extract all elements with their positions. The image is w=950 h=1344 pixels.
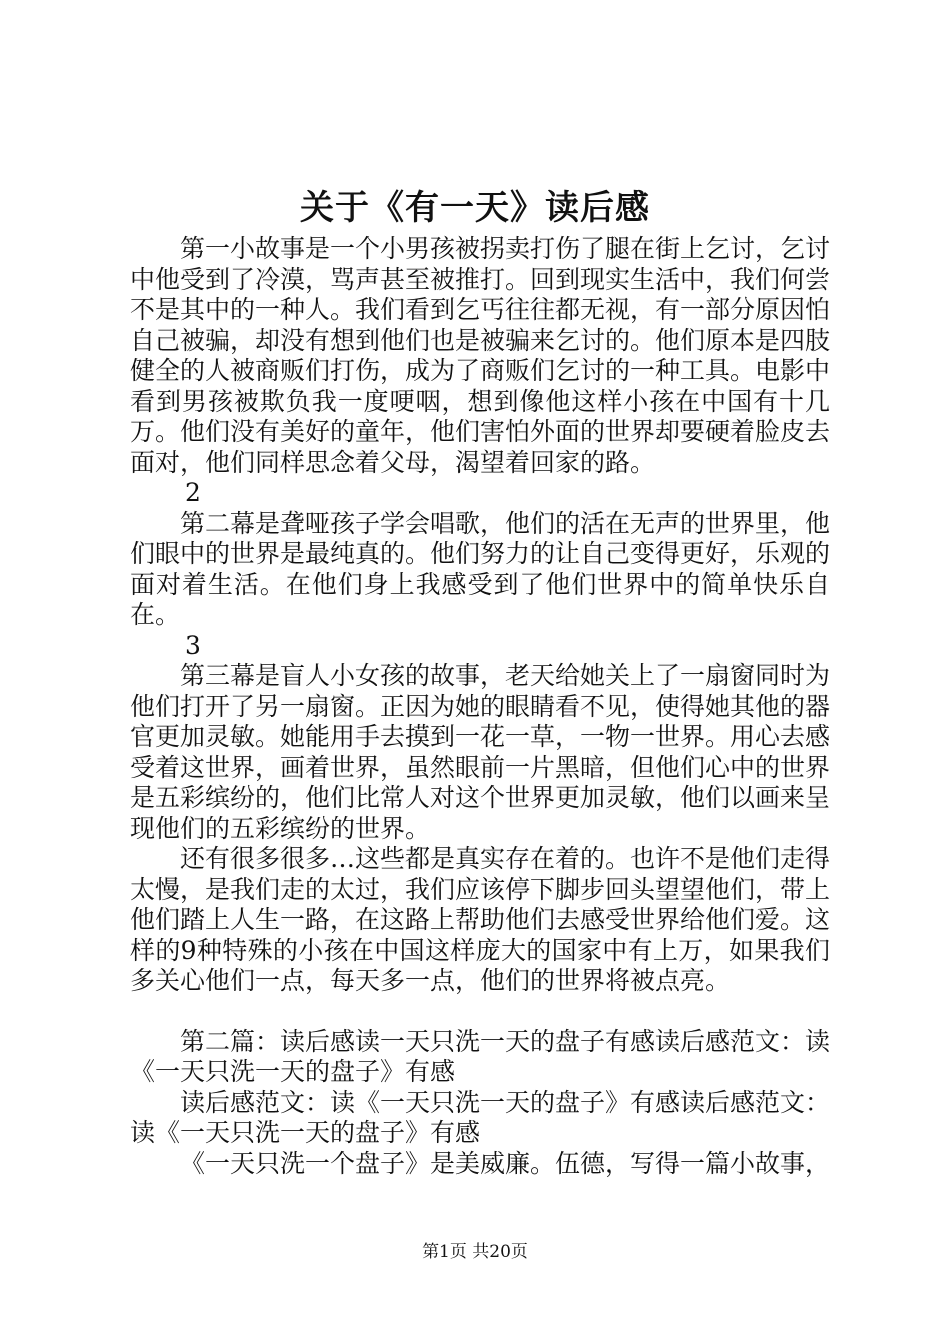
paragraph-6: 读后感范文：读《一天只洗一天的盘子》有感读后感范文：读《一天只洗一天的盘子》有感 [130, 1087, 831, 1147]
paragraph-3: 第三幕是盲人小女孩的故事，老天给她关上了一扇窗同时为他们打开了另一扇窗。正因为她的眼睛看不见，使得她其他的器官更加灵敏。她能用手去摸到一花一草，一物一世界。用心去感受着这世界，画着世界，虽然眼前一片黑暗，但他们心中的世界是五彩缤纷的，他们比常人对这个世界更加灵敏，他们以画来呈现他们的五彩缤纷的世界。 [130, 661, 831, 843]
page-footer: 第1页 共20页 [422, 1242, 528, 1262]
document-title: 关于《有一天》读后感 [300, 188, 650, 228]
section-number-3: 3 [185, 630, 201, 660]
paragraph-7: 《一天只洗一个盘子》是美威廉。伍德，写得一篇小故事， [180, 1148, 831, 1178]
paragraph-gap [130, 997, 830, 1027]
paragraph-4: 还有很多很多…这些都是真实存在着的。也许不是他们走得太慢，是我们走的太过，我们应该停下脚步回头望望他们，带上他们踏上人生一路，在这路上帮助他们去感受世界给他们爱。这样的9种特殊的小孩在中国这样庞大的国家中有上万，如果我们多关心他们一点，每天多一点，他们的世界将被点亮。 [130, 844, 831, 995]
document-body [130, 234, 830, 1179]
section-number-2: 2 [185, 478, 201, 507]
paragraph-1: 第一小故事是一个小男孩被拐卖打伤了腿在街上乞讨，乞讨中他受到了冷漠，骂声甚至被推打。回到现实生活中，我们何尝不是其中的一种人。我们看到乞丐往往都无视，有一部分原因怕自己被骗，却没有想到他们也是被骗来乞讨的。他们原本是四肢健全的人被商贩们打伤，成为了商贩们乞讨的一种工具。电影中看到男孩被欺负我一度哽咽，想到像他这样小孩在中国有十几万。他们没有美好的童年，他们害怕外面的世界却要硬着脸皮去面对，他们同样思念着父母，渴望着回家的路。 [130, 234, 831, 477]
paragraph-5: 第二篇：读后感读一天只洗一天的盘子有感读后感范文：读《一天只洗一天的盘子》有感 [130, 1026, 831, 1086]
paragraph-2: 第二幕是聋哑孩子学会唱歌，他们的活在无声的世界里，他们眼中的世界是最纯真的。他们努力的让自己变得更好，乐观的面对着生活。在他们身上我感受到了他们世界中的简单快乐自在。 [130, 508, 831, 629]
